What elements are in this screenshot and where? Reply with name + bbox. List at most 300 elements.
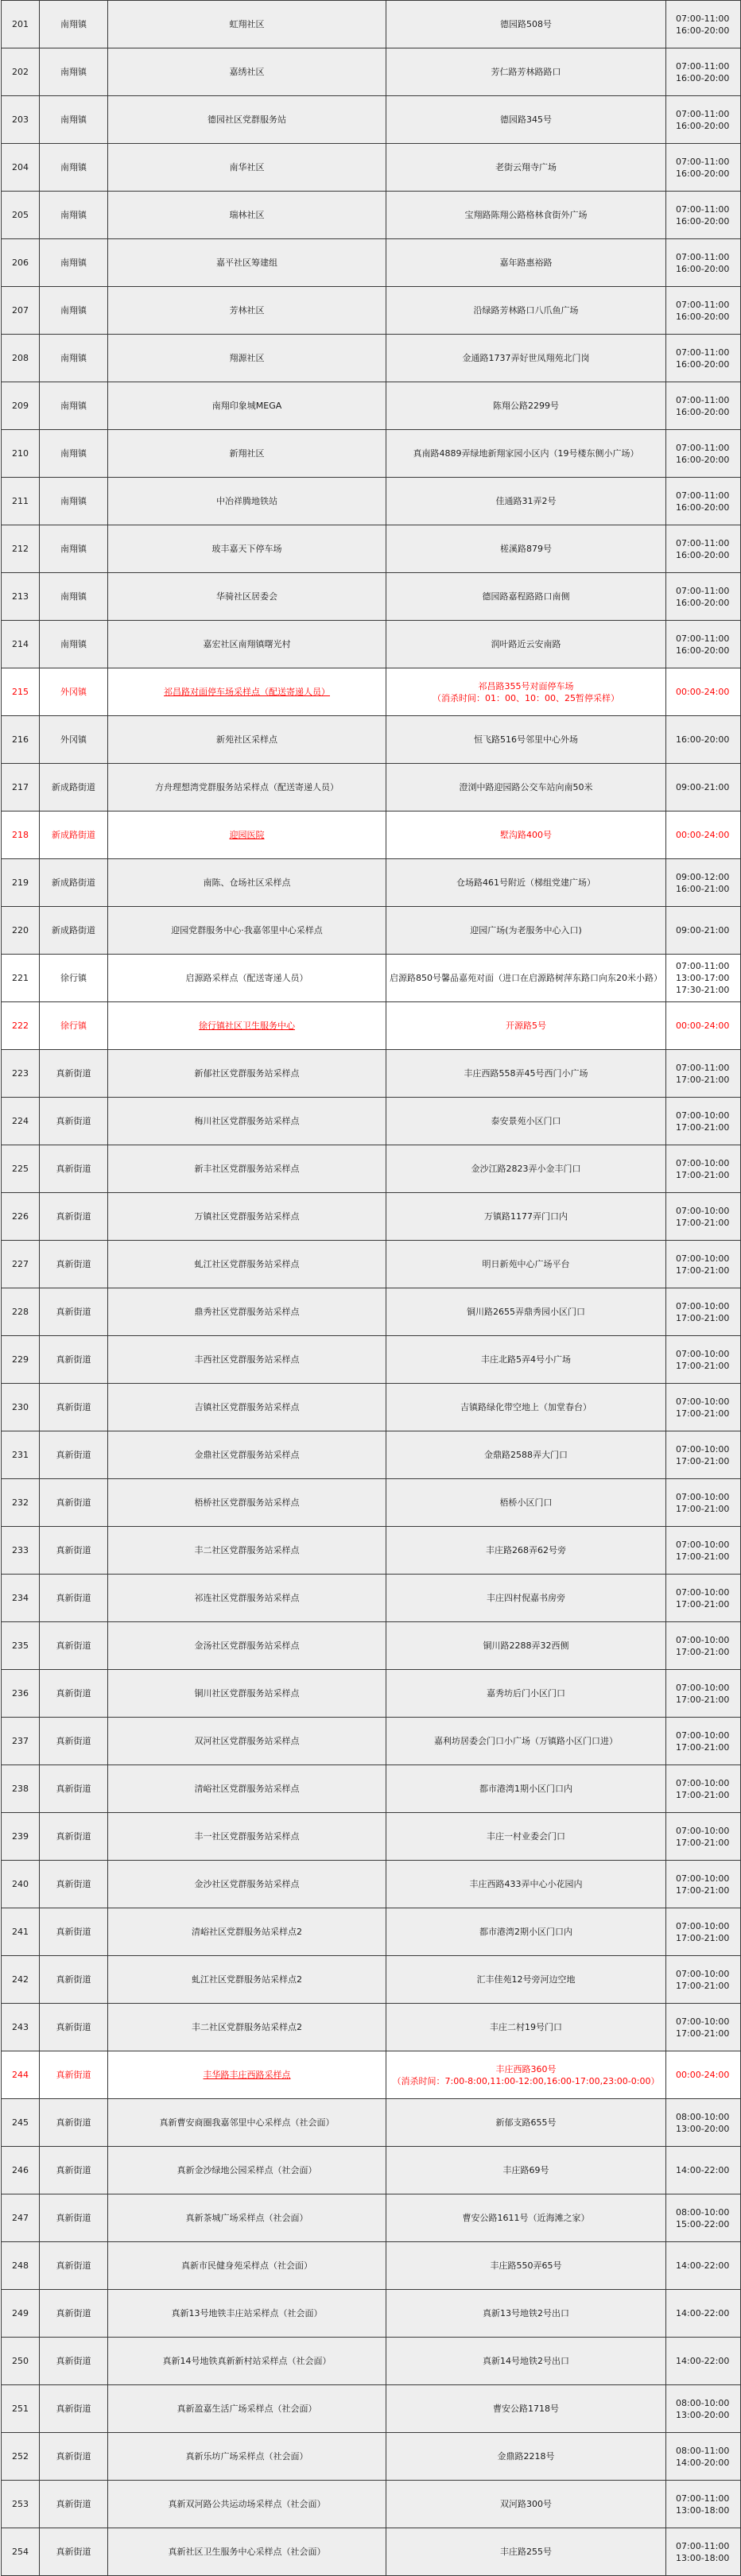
table-row xyxy=(2,2433,741,2481)
row-number: 212 xyxy=(2,525,40,573)
row-number: 237 xyxy=(2,1718,40,1765)
service-hours: 07:00-10:00 17:00-21:00 xyxy=(666,1288,741,1336)
table-row xyxy=(2,2385,741,2433)
site-address: 嘉年路惠裕路 xyxy=(386,239,666,287)
town-name: 真新街道 xyxy=(40,2242,108,2290)
service-hours: 07:00-11:00 16:00-20:00 xyxy=(666,192,741,239)
town-name: 真新街道 xyxy=(40,2290,108,2338)
town-name: 南翔镇 xyxy=(40,287,108,335)
site-address: 万镇路1177弄门口内 xyxy=(386,1193,666,1241)
site-name: 中冶祥腾地铁站 xyxy=(108,478,386,525)
site-address: 开源路5号 xyxy=(386,1002,666,1050)
service-hours: 07:00-10:00 17:00-21:00 xyxy=(666,1431,741,1479)
site-address: 铜川路2655弄鼎秀园小区门口 xyxy=(386,1288,666,1336)
town-name: 南翔镇 xyxy=(40,48,108,96)
table-row xyxy=(2,1670,741,1718)
town-name: 真新街道 xyxy=(40,2051,108,2099)
row-number: 240 xyxy=(2,1861,40,1908)
site-name: 真新社区卫生服务中心采样点（社会面） xyxy=(108,2528,386,2576)
row-number: 224 xyxy=(2,1098,40,1145)
table-row xyxy=(2,1813,741,1861)
site-address: 陈翔公路2299号 xyxy=(386,382,666,430)
row-number: 204 xyxy=(2,144,40,192)
town-name: 真新街道 xyxy=(40,2338,108,2385)
service-hours: 09:00-21:00 xyxy=(666,764,741,812)
row-number: 223 xyxy=(2,1050,40,1098)
row-number: 203 xyxy=(2,96,40,144)
town-name: 真新街道 xyxy=(40,1813,108,1861)
table-row xyxy=(2,2099,741,2147)
site-name: 丰二社区党群服务站采样点2 xyxy=(108,2004,386,2051)
town-name: 新成路街道 xyxy=(40,812,108,859)
site-name: 万镇社区党群服务站采样点 xyxy=(108,1193,386,1241)
service-hours: 07:00-10:00 17:00-21:00 xyxy=(666,1241,741,1288)
town-name: 南翔镇 xyxy=(40,430,108,478)
row-number: 239 xyxy=(2,1813,40,1861)
service-hours: 07:00-10:00 17:00-21:00 xyxy=(666,1527,741,1575)
service-hours: 07:00-11:00 16:00-20:00 xyxy=(666,478,741,525)
town-name: 真新街道 xyxy=(40,2433,108,2481)
town-name: 外冈镇 xyxy=(40,716,108,764)
table-row xyxy=(2,1765,741,1813)
town-name: 真新街道 xyxy=(40,2194,108,2242)
service-hours: 07:00-11:00 16:00-20:00 xyxy=(666,382,741,430)
row-number: 242 xyxy=(2,1956,40,2004)
site-name: 嘉平社区筹建组 xyxy=(108,239,386,287)
row-number: 238 xyxy=(2,1765,40,1813)
site-name: 真新金沙绿地公园采样点（社会面） xyxy=(108,2147,386,2194)
service-hours: 07:00-11:00 13:00-18:00 xyxy=(666,2528,741,2576)
table-row xyxy=(2,859,741,907)
row-number: 227 xyxy=(2,1241,40,1288)
site-name: 玻丰嘉天下停车场 xyxy=(108,525,386,573)
site-address: 吉镇路绿化带空地上（加堂春台） xyxy=(386,1384,666,1431)
table-row xyxy=(2,1718,741,1765)
row-number: 221 xyxy=(2,955,40,1002)
site-name: 金沙社区党群服务站采样点 xyxy=(108,1861,386,1908)
table-row xyxy=(2,2242,741,2290)
service-hours: 08:00-10:00 13:00-20:00 xyxy=(666,2099,741,2147)
site-name: 启源路采样点（配送寄递人员） xyxy=(108,955,386,1002)
table-row xyxy=(2,907,741,955)
site-address: 芳仁路芳林路路口 xyxy=(386,48,666,96)
service-hours: 09:00-21:00 xyxy=(666,907,741,955)
table-row xyxy=(2,1050,741,1098)
site-address: 祁昌路355号对面停车场 （消杀时间：01：00、10：00、25暂停采样） xyxy=(386,668,666,716)
table-row xyxy=(2,48,741,96)
table-row xyxy=(2,1193,741,1241)
table-row xyxy=(2,1861,741,1908)
table-row xyxy=(2,1527,741,1575)
table-row xyxy=(2,1479,741,1527)
site-name: 金鼎社区党群服务站采样点 xyxy=(108,1431,386,1479)
row-number: 218 xyxy=(2,812,40,859)
site-address: 都市港湾2期小区门口内 xyxy=(386,1908,666,1956)
service-hours: 07:00-11:00 16:00-20:00 xyxy=(666,430,741,478)
site-name: 新苑社区采样点 xyxy=(108,716,386,764)
row-number: 225 xyxy=(2,1145,40,1193)
service-hours: 16:00-20:00 xyxy=(666,716,741,764)
table-row xyxy=(2,525,741,573)
site-name: 清峪社区党群服务站采样点 xyxy=(108,1765,386,1813)
site-address: 嘉利坊居委会门口小广场（万镇路小区门口进） xyxy=(386,1718,666,1765)
town-name: 真新街道 xyxy=(40,1384,108,1431)
site-name: 真新曹安商圈我嘉邻里中心采样点（社会面） xyxy=(108,2099,386,2147)
service-hours: 07:00-10:00 17:00-21:00 xyxy=(666,1384,741,1431)
service-hours: 07:00-11:00 16:00-20:00 xyxy=(666,621,741,668)
site-name: 虬江社区党群服务站采样点2 xyxy=(108,1956,386,2004)
table-row xyxy=(2,192,741,239)
row-number: 232 xyxy=(2,1479,40,1527)
town-name: 真新街道 xyxy=(40,1670,108,1718)
site-name: 清峪社区党群服务站采样点2 xyxy=(108,1908,386,1956)
town-name: 真新街道 xyxy=(40,1908,108,1956)
service-hours: 00:00-24:00 xyxy=(666,668,741,716)
service-hours: 07:00-10:00 17:00-21:00 xyxy=(666,1622,741,1670)
site-address: 槎溪路879号 xyxy=(386,525,666,573)
table-row xyxy=(2,382,741,430)
row-number: 245 xyxy=(2,2099,40,2147)
table-body xyxy=(2,1,741,2576)
site-address: 德园路345号 xyxy=(386,96,666,144)
row-number: 213 xyxy=(2,573,40,621)
row-number: 229 xyxy=(2,1336,40,1384)
town-name: 南翔镇 xyxy=(40,144,108,192)
table-row xyxy=(2,1622,741,1670)
site-name: 迎园医院 xyxy=(108,812,386,859)
town-name: 南翔镇 xyxy=(40,621,108,668)
site-address: 丰庄路255号 xyxy=(386,2528,666,2576)
site-name: 梧桥社区党群服务站采样点 xyxy=(108,1479,386,1527)
town-name: 外冈镇 xyxy=(40,668,108,716)
table-row xyxy=(2,2194,741,2242)
service-hours: 07:00-10:00 17:00-21:00 xyxy=(666,1336,741,1384)
table-row xyxy=(2,1145,741,1193)
service-hours: 00:00-24:00 xyxy=(666,2051,741,2099)
site-address: 墅沟路400号 xyxy=(386,812,666,859)
site-name: 方舟理想湾党群服务站采样点（配送寄递人员） xyxy=(108,764,386,812)
site-name: 真新市民健身苑采样点（社会面） xyxy=(108,2242,386,2290)
site-address: 老街云翔寺广场 xyxy=(386,144,666,192)
site-name: 虬江社区党群服务站采样点 xyxy=(108,1241,386,1288)
town-name: 真新街道 xyxy=(40,1479,108,1527)
site-name: 芳林社区 xyxy=(108,287,386,335)
row-number: 214 xyxy=(2,621,40,668)
town-name: 真新街道 xyxy=(40,1288,108,1336)
town-name: 真新街道 xyxy=(40,1098,108,1145)
site-address: 丰庄北路5弄4号小广场 xyxy=(386,1336,666,1384)
site-address: 曹安公路1611号（近海滩之家） xyxy=(386,2194,666,2242)
site-address: 真新13号地铁2号出口 xyxy=(386,2290,666,2338)
service-hours: 00:00-24:00 xyxy=(666,1002,741,1050)
table-row xyxy=(2,2528,741,2576)
town-name: 新成路街道 xyxy=(40,907,108,955)
town-name: 真新街道 xyxy=(40,2385,108,2433)
row-number: 254 xyxy=(2,2528,40,2576)
site-name: 丰一社区党群服务站采样点 xyxy=(108,1813,386,1861)
site-name: 真新13号地铁丰庄站采样点（社会面） xyxy=(108,2290,386,2338)
service-hours: 07:00-11:00 16:00-20:00 xyxy=(666,335,741,382)
row-number: 252 xyxy=(2,2433,40,2481)
site-address: 启源路850号馨品嘉苑对面（进口在启源路树萍东路口向东20米小路） xyxy=(386,955,666,1002)
row-number: 215 xyxy=(2,668,40,716)
site-name: 德园社区党群服务站 xyxy=(108,96,386,144)
row-number: 207 xyxy=(2,287,40,335)
town-name: 真新街道 xyxy=(40,1527,108,1575)
table-row xyxy=(2,2338,741,2385)
table-row xyxy=(2,287,741,335)
table-row xyxy=(2,2481,741,2528)
row-number: 211 xyxy=(2,478,40,525)
site-address: 丰庄四村倪嘉书房旁 xyxy=(386,1575,666,1622)
site-name: 新翔社区 xyxy=(108,430,386,478)
site-address: 明日新苑中心广场平台 xyxy=(386,1241,666,1288)
service-hours: 07:00-10:00 17:00-21:00 xyxy=(666,1670,741,1718)
row-number: 226 xyxy=(2,1193,40,1241)
town-name: 真新街道 xyxy=(40,1765,108,1813)
site-name: 华骑社区居委会 xyxy=(108,573,386,621)
site-name: 双河社区党群服务站采样点 xyxy=(108,1718,386,1765)
site-address: 梧桥小区门口 xyxy=(386,1479,666,1527)
site-address: 丰庄一村业委会门口 xyxy=(386,1813,666,1861)
service-hours: 07:00-10:00 17:00-21:00 xyxy=(666,1479,741,1527)
site-name: 瑞林社区 xyxy=(108,192,386,239)
row-number: 202 xyxy=(2,48,40,96)
site-address: 都市港湾1期小区门口内 xyxy=(386,1765,666,1813)
row-number: 228 xyxy=(2,1288,40,1336)
table-row xyxy=(2,1241,741,1288)
town-name: 南翔镇 xyxy=(40,335,108,382)
service-hours: 07:00-10:00 17:00-21:00 xyxy=(666,1193,741,1241)
site-address: 丰庄西路558弄45号西门小广场 xyxy=(386,1050,666,1098)
table-row xyxy=(2,96,741,144)
town-name: 南翔镇 xyxy=(40,239,108,287)
service-hours: 08:00-10:00 13:00-20:00 xyxy=(666,2385,741,2433)
site-address: 丰庄西路433弄中心小花园内 xyxy=(386,1861,666,1908)
row-number: 246 xyxy=(2,2147,40,2194)
service-hours: 07:00-10:00 17:00-21:00 xyxy=(666,1718,741,1765)
site-address: 曹安公路1718号 xyxy=(386,2385,666,2433)
table-row xyxy=(2,239,741,287)
town-name: 真新街道 xyxy=(40,1050,108,1098)
town-name: 真新街道 xyxy=(40,2004,108,2051)
service-hours: 07:00-11:00 16:00-20:00 xyxy=(666,96,741,144)
table-row xyxy=(2,621,741,668)
row-number: 234 xyxy=(2,1575,40,1622)
site-name: 祁连社区党群服务站采样点 xyxy=(108,1575,386,1622)
site-name: 真新乐坊广场采样点（社会面） xyxy=(108,2433,386,2481)
site-address: 德园路508号 xyxy=(386,1,666,48)
table-row xyxy=(2,1288,741,1336)
service-hours: 00:00-24:00 xyxy=(666,812,741,859)
row-number: 248 xyxy=(2,2242,40,2290)
site-address: 嘉秀坊后门小区门口 xyxy=(386,1670,666,1718)
site-address: 丰庄路69号 xyxy=(386,2147,666,2194)
site-name: 真新盈嘉生活广场采样点（社会面） xyxy=(108,2385,386,2433)
sampling-sites-table xyxy=(1,0,741,2576)
table-row xyxy=(2,1336,741,1384)
site-address: 金通路1737弄好世凤翔苑北门岗 xyxy=(386,335,666,382)
site-address: 真新14号地铁2号出口 xyxy=(386,2338,666,2385)
table-row xyxy=(2,2051,741,2099)
site-address: 泰安景苑小区门口 xyxy=(386,1098,666,1145)
town-name: 真新街道 xyxy=(40,1622,108,1670)
row-number: 217 xyxy=(2,764,40,812)
table-row xyxy=(2,716,741,764)
row-number: 206 xyxy=(2,239,40,287)
row-number: 208 xyxy=(2,335,40,382)
row-number: 220 xyxy=(2,907,40,955)
table-row xyxy=(2,668,741,716)
site-name: 南华社区 xyxy=(108,144,386,192)
row-number: 205 xyxy=(2,192,40,239)
site-name: 徐行镇社区卫生服务中心 xyxy=(108,1002,386,1050)
site-name: 真新茶城广场采样点（社会面） xyxy=(108,2194,386,2242)
site-name: 金汤社区党群服务站采样点 xyxy=(108,1622,386,1670)
service-hours: 14:00-22:00 xyxy=(666,2242,741,2290)
site-name: 虹翔社区 xyxy=(108,1,386,48)
row-number: 251 xyxy=(2,2385,40,2433)
town-name: 真新街道 xyxy=(40,1575,108,1622)
town-name: 南翔镇 xyxy=(40,382,108,430)
service-hours: 14:00-22:00 xyxy=(666,2147,741,2194)
row-number: 243 xyxy=(2,2004,40,2051)
site-name: 迎园党群服务中心·我嘉邻里中心采样点 xyxy=(108,907,386,955)
site-name: 南陈、仓场社区采样点 xyxy=(108,859,386,907)
site-address: 丰庄西路360号 （消杀时间：7:00-8:00,11:00-12:00,16:00-17:00,23:00-0:00） xyxy=(386,2051,666,2099)
site-address: 澄浏中路迎园路公交车站向南50米 xyxy=(386,764,666,812)
site-name: 翔源社区 xyxy=(108,335,386,382)
service-hours: 14:00-22:00 xyxy=(666,2338,741,2385)
site-address: 丰庄路268弄62号旁 xyxy=(386,1527,666,1575)
service-hours: 07:00-10:00 17:00-21:00 xyxy=(666,1765,741,1813)
row-number: 230 xyxy=(2,1384,40,1431)
site-address: 双河路300号 xyxy=(386,2481,666,2528)
table-row xyxy=(2,812,741,859)
service-hours: 07:00-10:00 17:00-21:00 xyxy=(666,1861,741,1908)
row-number: 231 xyxy=(2,1431,40,1479)
row-number: 236 xyxy=(2,1670,40,1718)
town-name: 新成路街道 xyxy=(40,859,108,907)
town-name: 真新街道 xyxy=(40,1431,108,1479)
service-hours: 07:00-11:00 13:00-17:00 17:30-21:00 xyxy=(666,955,741,1002)
town-name: 南翔镇 xyxy=(40,525,108,573)
site-address: 汇丰佳苑12号旁河边空地 xyxy=(386,1956,666,2004)
table-row xyxy=(2,1098,741,1145)
site-name: 嘉宏社区南翔镇曙光村 xyxy=(108,621,386,668)
site-name: 梅川社区党群服务站采样点 xyxy=(108,1098,386,1145)
table-row xyxy=(2,955,741,1002)
table-row xyxy=(2,1,741,48)
town-name: 南翔镇 xyxy=(40,192,108,239)
site-address: 沿绿路芳林路口八爪鱼广场 xyxy=(386,287,666,335)
row-number: 219 xyxy=(2,859,40,907)
site-address: 铜川路2288弄32西侧 xyxy=(386,1622,666,1670)
town-name: 真新街道 xyxy=(40,1956,108,2004)
service-hours: 14:00-22:00 xyxy=(666,2290,741,2338)
service-hours: 07:00-11:00 17:00-21:00 xyxy=(666,1050,741,1098)
town-name: 徐行镇 xyxy=(40,955,108,1002)
table-row xyxy=(2,2147,741,2194)
site-name: 南翔印象城MEGA xyxy=(108,382,386,430)
site-address: 金鼎路2218号 xyxy=(386,2433,666,2481)
row-number: 235 xyxy=(2,1622,40,1670)
service-hours: 07:00-10:00 17:00-21:00 xyxy=(666,1098,741,1145)
row-number: 210 xyxy=(2,430,40,478)
site-name: 真新双河路公共运动场采样点（社会面） xyxy=(108,2481,386,2528)
town-name: 真新街道 xyxy=(40,1336,108,1384)
site-name: 真新14号地铁真新新村站采样点（社会面） xyxy=(108,2338,386,2385)
service-hours: 07:00-11:00 16:00-20:00 xyxy=(666,525,741,573)
town-name: 新成路街道 xyxy=(40,764,108,812)
table-row xyxy=(2,764,741,812)
site-address: 恒飞路516号邻里中心外场 xyxy=(386,716,666,764)
site-name: 吉镇社区党群服务站采样点 xyxy=(108,1384,386,1431)
town-name: 真新街道 xyxy=(40,2528,108,2576)
table-row xyxy=(2,335,741,382)
site-name: 丰西社区党群服务站采样点 xyxy=(108,1336,386,1384)
site-address: 金沙江路2823弄小金丰门口 xyxy=(386,1145,666,1193)
site-name: 祁昌路对面停车场采样点（配送寄递人员） xyxy=(108,668,386,716)
site-address: 金鼎路2588弄大门口 xyxy=(386,1431,666,1479)
table-row xyxy=(2,2004,741,2051)
service-hours: 08:00-11:00 14:00-20:00 xyxy=(666,2433,741,2481)
table-row xyxy=(2,1908,741,1956)
table-row xyxy=(2,1384,741,1431)
table-row xyxy=(2,144,741,192)
table-row xyxy=(2,478,741,525)
town-name: 真新街道 xyxy=(40,1241,108,1288)
site-address: 丰庄路550弄65号 xyxy=(386,2242,666,2290)
table-row xyxy=(2,1431,741,1479)
site-address: 新郁支路655号 xyxy=(386,2099,666,2147)
site-address: 德园路嘉程路路口南侧 xyxy=(386,573,666,621)
table-row xyxy=(2,1575,741,1622)
site-name: 鼎秀社区党群服务站采样点 xyxy=(108,1288,386,1336)
row-number: 209 xyxy=(2,382,40,430)
row-number: 249 xyxy=(2,2290,40,2338)
town-name: 真新街道 xyxy=(40,2099,108,2147)
town-name: 南翔镇 xyxy=(40,1,108,48)
site-address: 迎园广场(为老服务中心入口) xyxy=(386,907,666,955)
service-hours: 09:00-12:00 16:00-21:00 xyxy=(666,859,741,907)
town-name: 真新街道 xyxy=(40,1861,108,1908)
service-hours: 07:00-11:00 16:00-20:00 xyxy=(666,144,741,192)
service-hours: 07:00-10:00 17:00-21:00 xyxy=(666,2004,741,2051)
town-name: 南翔镇 xyxy=(40,573,108,621)
table-row xyxy=(2,1002,741,1050)
service-hours: 07:00-10:00 17:00-21:00 xyxy=(666,1145,741,1193)
site-address: 润叶路近云安南路 xyxy=(386,621,666,668)
site-name: 丰华路丰庄西路采样点 xyxy=(108,2051,386,2099)
table-row xyxy=(2,1956,741,2004)
site-address: 宝翔路陈翔公路格林食街外广场 xyxy=(386,192,666,239)
service-hours: 07:00-10:00 17:00-21:00 xyxy=(666,1956,741,2004)
site-name: 新丰社区党群服务站采样点 xyxy=(108,1145,386,1193)
site-address: 真南路4889弄绿地新翔家园小区内（19号楼东侧小广场） xyxy=(386,430,666,478)
service-hours: 07:00-11:00 16:00-20:00 xyxy=(666,573,741,621)
row-number: 244 xyxy=(2,2051,40,2099)
row-number: 241 xyxy=(2,1908,40,1956)
row-number: 250 xyxy=(2,2338,40,2385)
row-number: 216 xyxy=(2,716,40,764)
site-address: 佳通路31弄2号 xyxy=(386,478,666,525)
site-name: 丰二社区党群服务站采样点 xyxy=(108,1527,386,1575)
row-number: 222 xyxy=(2,1002,40,1050)
table-row xyxy=(2,573,741,621)
service-hours: 07:00-10:00 17:00-21:00 xyxy=(666,1813,741,1861)
service-hours: 08:00-10:00 15:00-22:00 xyxy=(666,2194,741,2242)
